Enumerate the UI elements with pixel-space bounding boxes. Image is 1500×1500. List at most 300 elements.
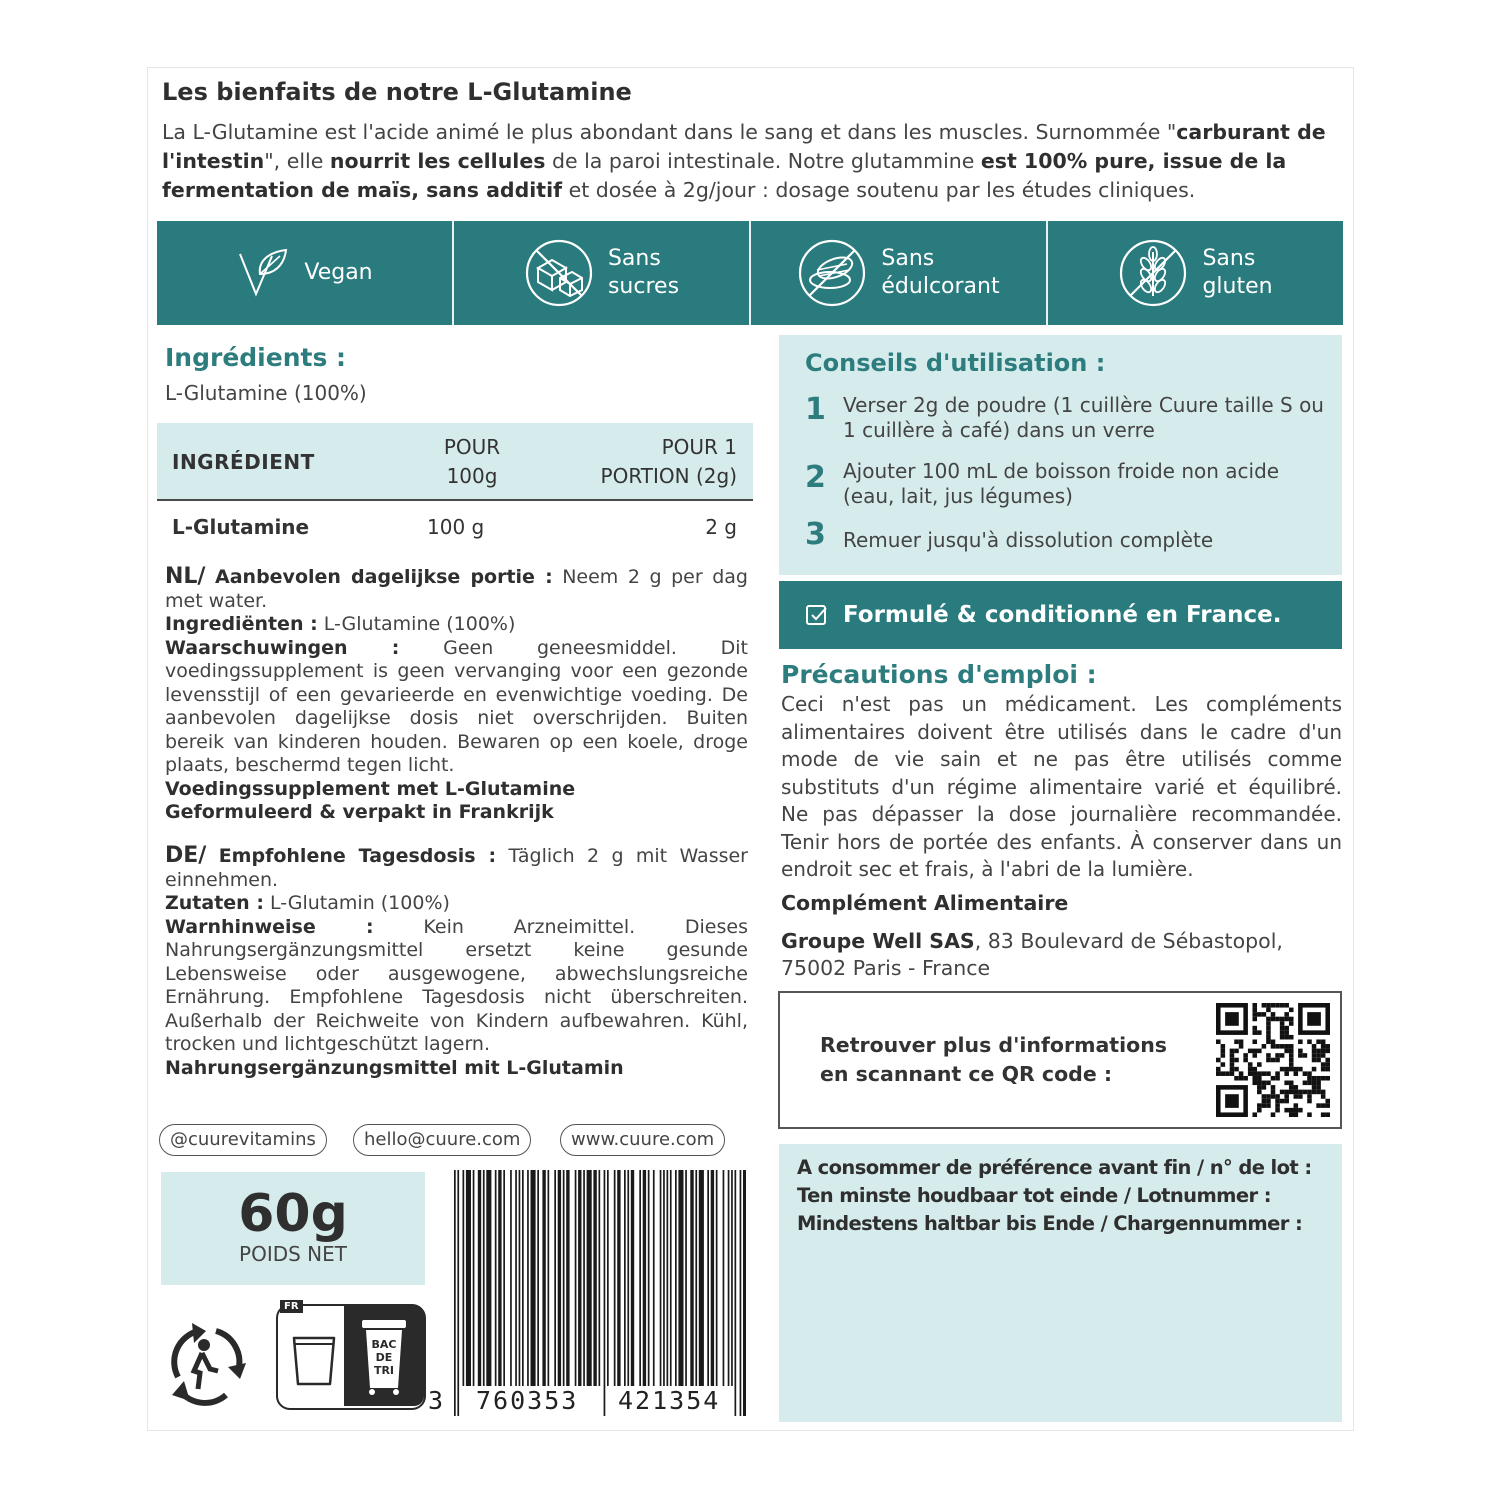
de-ing: L-Glutamin (100%) — [263, 892, 450, 914]
qr-module — [1266, 1103, 1271, 1108]
qr-module — [1312, 1044, 1317, 1049]
feature-vegan — [157, 221, 454, 325]
barcode-bar — [707, 1170, 709, 1386]
company-address — [781, 928, 1342, 982]
qr-module — [1284, 1049, 1289, 1054]
barcode-bar — [643, 1170, 646, 1386]
feature-line: édulcorant — [881, 274, 1000, 299]
qr-module — [1252, 1049, 1257, 1054]
barcode-bar — [743, 1170, 746, 1416]
barcode-bar — [699, 1170, 704, 1386]
qr-module — [1234, 1067, 1239, 1072]
feature-sans-gluten — [1048, 221, 1343, 325]
barcode-left-digits: 760353 — [476, 1386, 579, 1415]
supplement-label: Complément Alimentaire — [781, 891, 1069, 915]
barcode-bar — [566, 1170, 569, 1386]
table-header-per-portion — [537, 433, 737, 491]
qr-module — [1312, 1058, 1317, 1063]
benefits-bold-1: carburant de l'intestin — [162, 120, 1326, 173]
qr-module — [1266, 1008, 1271, 1013]
qr-module — [1325, 1049, 1330, 1054]
qr-module — [1257, 1081, 1262, 1086]
benefits-text — [162, 118, 1342, 205]
qr-module — [1234, 1049, 1239, 1054]
barcode-bar — [454, 1170, 456, 1416]
qr-module — [1284, 1012, 1289, 1017]
qr-module — [1321, 1094, 1326, 1099]
qr-module — [1275, 1094, 1280, 1099]
qr-module — [1289, 1053, 1294, 1058]
usage-advice-title: Conseils d'utilisation : — [805, 349, 1106, 377]
qr-module — [1294, 1094, 1299, 1099]
qr-module — [1284, 1030, 1289, 1035]
qr-module — [1289, 1021, 1294, 1026]
qr-module — [1289, 1085, 1294, 1090]
barcode-bar — [728, 1170, 730, 1386]
barcode-bar — [731, 1170, 733, 1386]
qr-module — [1266, 1030, 1271, 1035]
qr-module — [1284, 1094, 1289, 1099]
barcode-bar — [685, 1170, 687, 1386]
benefits-text-2: ", elle — [264, 149, 330, 173]
benefits-title: Les bienfaits de notre L-Glutamine — [162, 78, 632, 106]
qr-text — [820, 1031, 1167, 1089]
barcode-bar — [548, 1170, 550, 1386]
qr-module — [1271, 1012, 1276, 1017]
qr-module — [1289, 1044, 1294, 1049]
qr-module — [1275, 1044, 1280, 1049]
qr-module — [1325, 1044, 1330, 1049]
qr-module — [1316, 1085, 1321, 1090]
no-sweetener-icon — [797, 238, 867, 308]
nutrition-table-header — [157, 423, 753, 501]
qr-module — [1294, 1071, 1299, 1076]
company-street: , 83 Boulevard de Sébastopol, 75002 Paris - France — [781, 929, 1283, 980]
qr-module — [1289, 1049, 1294, 1054]
qr-module — [1271, 1039, 1276, 1044]
qr-module — [1275, 1053, 1280, 1058]
qr-module — [1312, 1067, 1317, 1072]
qr-module — [1294, 1090, 1299, 1095]
email-address[interactable]: hello@cuure.com — [353, 1124, 531, 1156]
qr-module — [1284, 1108, 1289, 1113]
qr-module — [1321, 1053, 1326, 1058]
qr-module — [1266, 1003, 1271, 1008]
barcode-bar — [503, 1170, 505, 1386]
qr-module — [1234, 1039, 1239, 1044]
qr-module — [1303, 1081, 1308, 1086]
table-header-line: 100g — [446, 464, 498, 488]
barcode-bar — [486, 1170, 491, 1386]
qr-module — [1248, 1067, 1253, 1072]
qr-module — [1257, 1062, 1262, 1067]
barcode-bar — [510, 1170, 512, 1386]
qr-module — [1325, 1067, 1330, 1072]
qr-module — [1321, 1076, 1326, 1081]
qr-module — [1325, 1112, 1330, 1117]
qr-module — [1284, 1026, 1289, 1031]
qr-module — [1280, 1099, 1285, 1104]
barcode-bar — [670, 1170, 672, 1386]
qr-module — [1280, 1026, 1285, 1031]
qr-module — [1321, 1044, 1326, 1049]
qr-module — [1316, 1039, 1321, 1044]
qr-module — [1312, 1053, 1317, 1058]
qr-module — [1312, 1090, 1317, 1095]
qr-module — [1271, 1094, 1276, 1099]
qr-module — [1248, 1062, 1253, 1067]
precautions-text: Ceci n'est pas un médicament. Les compléments alimentaires doivent être utilisés dans le cadre d'un mode de vie sain et ne pas être utilisés comme substituts d'un régime alimentaire varié et équilibré. Ne pas dépasser la dose journalière recommandée. Tenir hors de portée des enfants. À conserver dans un endroit sec et frais, à l'abri de la lumière. — [781, 692, 1342, 881]
qr-module — [1243, 1053, 1248, 1058]
best-before-line: A consommer de préférence avant fin / n° de lot : — [797, 1156, 1312, 1179]
qr-module — [1284, 1099, 1289, 1104]
barcode-bar — [554, 1170, 556, 1386]
qr-module — [1230, 1067, 1235, 1072]
qr-module — [1316, 1081, 1321, 1086]
qr-code[interactable] — [1216, 1003, 1330, 1117]
company-name: Groupe Well SAS — [781, 929, 975, 953]
qr-module — [1262, 1003, 1267, 1008]
qr-module — [1262, 1094, 1267, 1099]
qr-module — [1252, 1003, 1257, 1008]
de-lang: DE/ — [165, 843, 207, 868]
qr-module — [1230, 1062, 1235, 1067]
qr-module — [1316, 1103, 1321, 1108]
barcode-bar — [519, 1170, 521, 1386]
qr-module — [1252, 1030, 1257, 1035]
qr-module — [1225, 1071, 1230, 1076]
qr-module — [1271, 1017, 1276, 1022]
net-weight-box — [161, 1172, 425, 1285]
qr-module — [1266, 1017, 1271, 1022]
qr-module — [1271, 1112, 1276, 1117]
nl-warn: Geen geneesmiddel. Dit voedingssupplement is geen vervanging voor een gezonde levensstijl of een gevarieerde en evenwichtige voeding. De aanbevolen dagelijkse dosis niet overschrijden. Buiten bereik van kinderen houden. Bewaren op een koele, droge plaats, beschermd tegen licht. — [165, 636, 748, 776]
nl-ing-label: Ingrediënten : — [165, 613, 318, 635]
qr-module — [1275, 1103, 1280, 1108]
qr-module — [1289, 1017, 1294, 1022]
barcode-bar — [614, 1170, 616, 1386]
nl-lang: NL/ — [165, 564, 206, 589]
barcode-bar — [463, 1170, 465, 1386]
qr-module — [1298, 1108, 1303, 1113]
qr-module — [1257, 1085, 1262, 1090]
de-line1: Nahrungsergänzungsmittel mit L-Glutamin — [165, 1056, 624, 1079]
barcode-bar — [466, 1170, 471, 1386]
barcode-bar — [678, 1170, 683, 1386]
benefits-text-3: de la paroi intestinale. Notre glutammine — [545, 149, 981, 173]
feature-line: gluten — [1202, 274, 1273, 299]
qr-module — [1307, 1081, 1312, 1086]
qr-module — [1289, 1081, 1294, 1086]
barcode-right-digits: 421354 — [618, 1386, 721, 1415]
qr-module — [1325, 1058, 1330, 1063]
feature-sans-sucres-label — [608, 245, 679, 301]
qr-module — [1275, 1071, 1280, 1076]
qr-module — [1321, 1090, 1326, 1095]
de-dose-label: Empfohlene Tagesdosis : — [218, 845, 497, 867]
step-number: 3 — [805, 517, 826, 552]
qr-module — [1289, 1008, 1294, 1013]
barcode-bar — [531, 1170, 536, 1386]
feature-line: sucres — [607, 274, 680, 299]
qr-module — [1298, 1039, 1303, 1044]
feature-sans-sucres — [454, 221, 751, 325]
table-cell-ingredient: L-Glutamine — [172, 515, 310, 539]
qr-text-line: en scannant ce QR code : — [820, 1062, 1113, 1086]
qr-module — [1275, 1076, 1280, 1081]
qr-module — [1294, 1108, 1299, 1113]
feature-line: Sans — [881, 246, 935, 271]
qr-module — [1257, 1108, 1262, 1113]
qr-module — [1266, 1035, 1271, 1040]
qr-module — [1275, 1003, 1280, 1008]
qr-module — [1321, 1039, 1326, 1044]
qr-module — [1271, 1058, 1276, 1063]
qr-module — [1252, 1081, 1257, 1086]
qr-module — [1284, 1044, 1289, 1049]
nl-section — [165, 565, 748, 825]
barcode-bar — [498, 1170, 501, 1386]
made-in-france-text: Formulé & conditionné en France. — [843, 602, 1282, 628]
triman-recycle-icon — [158, 1315, 254, 1411]
table-header-line: PORTION (2g) — [600, 464, 737, 488]
qr-module — [1303, 1090, 1308, 1095]
barcode-bar — [639, 1170, 641, 1386]
qr-module — [1216, 1039, 1221, 1044]
feature-line: Sans — [1202, 246, 1256, 271]
qr-module — [1316, 1058, 1321, 1063]
barcode-bar — [583, 1170, 585, 1386]
qr-module — [1271, 1090, 1276, 1095]
qr-module — [1221, 1071, 1226, 1076]
no-gluten-icon — [1118, 238, 1188, 308]
barcode-bar — [607, 1170, 609, 1386]
qr-module — [1275, 1017, 1280, 1022]
qr-module — [1248, 1049, 1253, 1054]
qr-module — [1312, 1076, 1317, 1081]
barcode-bar — [624, 1170, 626, 1386]
barcode-bar — [660, 1170, 662, 1386]
de-ing-label: Zutaten : — [165, 892, 264, 914]
barcode-bar — [604, 1170, 606, 1416]
bin-label — [364, 1338, 404, 1377]
table-cell-per-portion: 2 g — [705, 515, 737, 539]
qr-module — [1221, 1053, 1226, 1058]
qr-module — [1280, 1003, 1285, 1008]
nl-dose: Neem 2 g per dag met water. — [165, 566, 748, 612]
best-before-line: Ten minste houdbaar tot einde / Lotnummer : — [797, 1184, 1271, 1207]
sorting-info-box — [276, 1301, 426, 1410]
instagram-handle[interactable]: @cuurevitamins — [159, 1124, 327, 1156]
qr-module — [1234, 1076, 1239, 1081]
table-row — [157, 503, 753, 551]
fr-tag: FR — [280, 1300, 303, 1313]
net-weight-label: POIDS NET — [239, 1242, 347, 1266]
de-warn: Kein Arzneimittel. Dieses Nahrungsergänzungsmittel ersetzt keine gesunde Lebensweise oder ausgewogene, abwechslungsreiche Ernährung. Empfohlene Tagesdosis nicht überschreiten. Außerhalb der Reichweite von Kindern aufbewahren. Kühl, trocken und lichtgeschützt lagern. — [165, 915, 748, 1055]
qr-module — [1284, 1090, 1289, 1095]
barcode-bar — [522, 1170, 524, 1386]
qr-module — [1271, 1085, 1276, 1090]
qr-text-line: Retrouver plus d'informations — [820, 1033, 1168, 1057]
qr-module — [1252, 1071, 1257, 1076]
barcode-bar — [478, 1170, 481, 1386]
feature-vegan-label: Vegan — [304, 260, 373, 285]
qr-module — [1271, 1003, 1276, 1008]
table-header-line: POUR 1 — [661, 435, 737, 459]
qr-module — [1252, 1012, 1257, 1017]
ingredients-title: Ingrédients : — [165, 343, 347, 372]
qr-module — [1216, 1071, 1221, 1076]
qr-module — [1284, 1067, 1289, 1072]
bin-label-line: TRI — [373, 1364, 395, 1377]
qr-module — [1252, 1039, 1257, 1044]
qr-module — [1294, 1085, 1299, 1090]
qr-module — [1307, 1039, 1312, 1044]
no-sugar-icon — [524, 238, 594, 308]
qr-module — [1298, 1049, 1303, 1054]
qr-module — [1321, 1103, 1326, 1108]
qr-module — [1307, 1076, 1312, 1081]
qr-module — [1289, 1090, 1294, 1095]
qr-module — [1234, 1058, 1239, 1063]
qr-module — [1289, 1067, 1294, 1072]
qr-module — [1271, 1076, 1276, 1081]
qr-module — [1266, 1081, 1271, 1086]
qr-module — [1316, 1049, 1321, 1054]
table-header-line: POUR — [443, 435, 501, 459]
qr-code-box — [778, 991, 1342, 1129]
qr-module — [1266, 1021, 1271, 1026]
qr-module — [1284, 1003, 1289, 1008]
qr-module — [1312, 1049, 1317, 1054]
features-band — [157, 221, 1343, 325]
qr-module — [1262, 1103, 1267, 1108]
qr-module — [1312, 1085, 1317, 1090]
qr-module — [1294, 1067, 1299, 1072]
qr-module — [1307, 1112, 1312, 1117]
qr-module — [1230, 1053, 1235, 1058]
qr-module — [1280, 1035, 1285, 1040]
barcode-bar — [711, 1170, 714, 1386]
qr-module — [1266, 1099, 1271, 1104]
barcode-bar — [723, 1170, 725, 1386]
qr-module — [1239, 1044, 1244, 1049]
qr-module — [1275, 1108, 1280, 1113]
best-before-line: Mindestens haltbar bis Ende / Chargennummer : — [797, 1212, 1303, 1235]
nl-line1: Voedingssupplement met L-Glutamine — [165, 777, 576, 800]
qr-module — [1266, 1039, 1271, 1044]
bin-panel — [344, 1306, 424, 1406]
qr-module — [1257, 1049, 1262, 1054]
qr-module — [1321, 1067, 1326, 1072]
qr-module — [1280, 1044, 1285, 1049]
qr-module — [1321, 1049, 1326, 1054]
barcode-bar — [495, 1170, 497, 1386]
qr-module — [1280, 1030, 1285, 1035]
qr-module — [1257, 1076, 1262, 1081]
barcode-bar — [740, 1170, 742, 1416]
barcode-bar — [663, 1170, 665, 1386]
feature-sans-edulcorant-label — [881, 245, 999, 301]
qr-module — [1298, 1067, 1303, 1072]
qr-module — [1216, 1058, 1221, 1063]
qr-module — [1325, 1099, 1330, 1104]
qr-module — [1275, 1058, 1280, 1063]
qr-module — [1243, 1058, 1248, 1063]
qr-module — [1289, 1112, 1294, 1117]
qr-module — [1230, 1049, 1235, 1054]
barcode-bar — [653, 1170, 655, 1386]
qr-module — [1289, 1062, 1294, 1067]
qr-module — [1280, 1067, 1285, 1072]
barcode-bar — [675, 1170, 677, 1386]
qr-module — [1266, 1094, 1271, 1099]
feature-line: Sans — [607, 246, 661, 271]
qr-module — [1230, 1058, 1235, 1063]
qr-module — [1266, 1053, 1271, 1058]
barcode-bar — [515, 1170, 517, 1386]
qr-module — [1252, 1017, 1257, 1022]
qr-module — [1307, 1094, 1312, 1099]
qr-module — [1252, 1026, 1257, 1031]
qr-module — [1280, 1017, 1285, 1022]
benefits-bold-2: nourrit les cellules — [329, 149, 546, 173]
feature-sans-gluten-label — [1202, 245, 1272, 301]
qr-module — [1262, 1081, 1267, 1086]
qr-module — [1252, 1067, 1257, 1072]
barcode-first-digit: 3 — [428, 1386, 444, 1415]
qr-module — [1252, 1008, 1257, 1013]
step-text: Remuer jusqu'à dissolution complète — [843, 528, 1214, 552]
nl-dose-label: Aanbevolen dagelijkse portie : — [215, 566, 553, 588]
qr-module — [1280, 1090, 1285, 1095]
bin-label-line: DE — [375, 1351, 393, 1364]
qr-module — [1257, 1103, 1262, 1108]
barcode-bar — [578, 1170, 581, 1386]
step-number: 2 — [805, 460, 826, 495]
barcode-bar — [473, 1170, 475, 1386]
barcode-bar — [527, 1170, 529, 1386]
qr-module — [1298, 1094, 1303, 1099]
benefits-text-1: La L-Glutamine est l'acide animé le plus abondant dans le sang et dans les muscles. Surnommée " — [162, 120, 1177, 144]
qr-module — [1252, 1076, 1257, 1081]
qr-module — [1266, 1026, 1271, 1031]
qr-module — [1221, 1044, 1226, 1049]
qr-module — [1266, 1071, 1271, 1076]
qr-module — [1257, 1071, 1262, 1076]
step-number: 1 — [805, 392, 826, 427]
qr-module — [1294, 1103, 1299, 1108]
nl-ing: L-Glutamine (100%) — [317, 613, 516, 635]
qr-module — [1289, 1035, 1294, 1040]
barcode-bar — [593, 1170, 596, 1386]
barcode-bar — [563, 1170, 565, 1386]
barcode-bar — [537, 1170, 539, 1386]
barcode-bar — [599, 1170, 601, 1386]
barcode-bar — [617, 1170, 620, 1386]
qr-module — [1252, 1112, 1257, 1117]
nl-warn-label: Waarschuwingen : — [165, 636, 400, 659]
qr-module — [1230, 1071, 1235, 1076]
de-dose: Täglich 2 g mit Wasser einnehmen. — [165, 845, 748, 891]
website-link[interactable]: www.cuure.com — [560, 1124, 725, 1156]
qr-module — [1257, 1030, 1262, 1035]
qr-module — [1239, 1039, 1244, 1044]
barcode-bar — [457, 1170, 459, 1416]
barcode-bar — [648, 1170, 650, 1386]
qr-module — [1289, 1108, 1294, 1113]
benefits-bold-3: est 100% pure, issue de la fermentation de maïs, sans additif — [162, 149, 1287, 202]
